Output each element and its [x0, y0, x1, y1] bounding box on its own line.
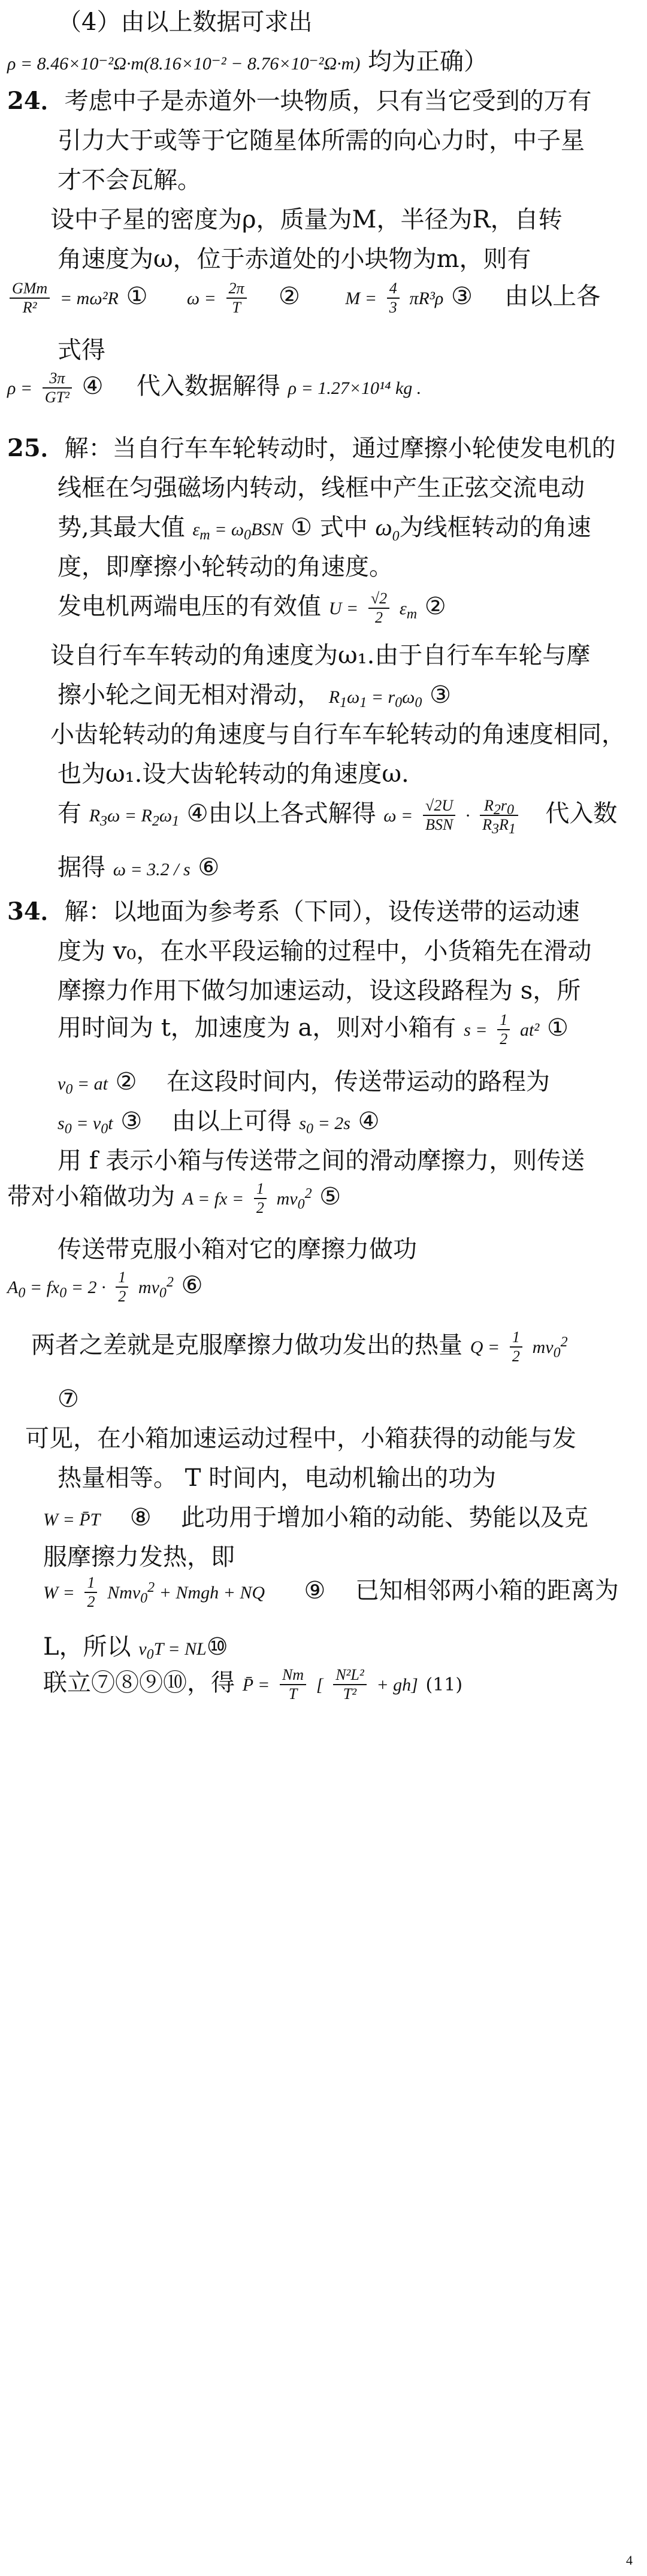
q34-text-11a: 两者之差就是克服摩擦力做功发出的热量: [31, 1331, 462, 1359]
q25-line-4: 度，即摩擦小轮转动的角速度。: [58, 553, 393, 581]
q25-text-10b: 由以上各式解得: [208, 800, 376, 827]
heat-eq: Q =: [470, 1337, 500, 1357]
q34-line-17: [43, 1571, 647, 1624]
q25-tag-6: ⑥: [198, 854, 220, 881]
q24-result-row: [7, 366, 647, 420]
rms-emf: $\varepsilon_m$: [399, 599, 418, 622]
p4-formula-line: [7, 42, 647, 84]
rms-fraction: $\frac{√2}{2}$: [368, 590, 389, 627]
q25-text-3b: 式中: [319, 514, 368, 541]
spacing-eq: $v_0T$ = NL: [138, 1639, 207, 1662]
q34-tag-4: ④: [358, 1108, 380, 1135]
p4-formula: ρ = 8.46×10⁻²Ω·m(8.16×10⁻² − 8.76×10⁻²Ω·m): [7, 54, 361, 74]
q34-tag-11: (11): [425, 1674, 463, 1695]
eq-tag-3: ③: [451, 283, 473, 310]
q34-tag-1: ①: [547, 1014, 569, 1042]
q34-text-8a: 带对小箱做功为: [7, 1183, 175, 1210]
q34-line-8: [7, 1177, 647, 1230]
q34-line-9: 传送带克服小箱对它的摩擦力做功: [58, 1236, 417, 1263]
q34-line-19: [43, 1663, 647, 1718]
heat-term: $mv_0^2$: [532, 1334, 568, 1361]
rho-eq: ρ =: [7, 378, 33, 398]
rms-voltage: U =: [328, 599, 359, 618]
power-bracket-close: + gh]: [376, 1675, 418, 1695]
p4-tail: 均为正确）: [368, 48, 488, 75]
power-eq: W = P̄T: [43, 1510, 101, 1530]
mass-fraction: $\frac{4}{3}$: [387, 280, 400, 317]
velocity-eq: $v_0$ = at: [58, 1074, 108, 1097]
q34-tag-3: ③: [120, 1108, 143, 1135]
q34-line-6: [58, 1102, 647, 1143]
eq-tag-4: ④: [81, 372, 104, 400]
eq-tag-2: ②: [279, 283, 300, 310]
q34-line-7: 用 f 表示小箱与传送带之间的滑动摩擦力，则传送: [58, 1147, 585, 1175]
power-inner-fraction: $\frac{\text{N²L²}}{\text{T²}}$: [333, 1666, 366, 1703]
centripetal-term: = mω²R: [59, 289, 119, 308]
belt-work-eq: $A_0 = fx_0 = 2$ ·: [7, 1278, 106, 1301]
q25-text-10a: 有: [58, 800, 81, 827]
q25-line-6: 设自行车车转动的角速度为ω₁.由于自行车车轮与摩: [50, 642, 591, 669]
q24-line-7: 式得: [58, 336, 105, 364]
power-result-eq: P̄ =: [242, 1675, 270, 1695]
q24-text-1: 考虑中子是赤道外一块物质，只有当它受到的万有: [64, 87, 592, 115]
q34-line-15: [43, 1498, 647, 1540]
q34-number: 34．: [7, 897, 65, 926]
q25-result: ω = 3.2 / s: [113, 860, 191, 879]
q34-text-19a: 联立⑦⑧⑨⑩，得: [43, 1669, 235, 1697]
q25-line-10: [58, 794, 647, 849]
q34-line-3: 摩擦力作用下做匀加速运动，设这段路程为 s，所: [58, 977, 581, 1005]
omega-frac-1: $\frac{√2U}{\text{BSN}}$: [423, 797, 455, 834]
p4-title: （4）由以上数据可求出: [58, 8, 313, 36]
q25-tag-2: ②: [424, 593, 446, 620]
q25-line-5: [58, 587, 647, 637]
q25-text-3c: 为线框转动的角速: [399, 514, 591, 541]
half-fraction-4: $\frac{1}{2}$: [510, 1328, 522, 1366]
q25-text-1: 解：当自行车车轮转动时，通过摩擦小轮使发电机的: [64, 435, 616, 462]
q25-number: 25．: [7, 434, 65, 462]
q34-text-1: 解：以地面为参考系（下同），设传送带的运动速: [64, 898, 580, 926]
q24-line-5: 角速度为ω，位于赤道处的小块物为m，则有: [58, 245, 531, 273]
q25-line-3: [58, 508, 647, 550]
q25-text-11a: 据得: [58, 854, 105, 881]
q34-text-6a: 由以上可得: [171, 1108, 292, 1135]
q34-tag-10: ⑩: [206, 1633, 228, 1661]
q25-text-3a: 势,其最大值: [58, 514, 185, 541]
distance-eq: s =: [464, 1020, 488, 1040]
rho-fraction: $\frac{3\pi}{\text{GT²}}$: [43, 369, 72, 406]
q34-text-17b: 已知相邻两小箱的距离为: [355, 1577, 619, 1604]
q25-text-7: 擦小轮之间无相对滑动，: [58, 681, 321, 709]
q24-line-1: [7, 81, 647, 121]
mass-eq: M =: [345, 289, 377, 308]
q25-text-5: 发电机两端电压的有效值: [58, 593, 321, 620]
q25-line-11: [58, 848, 647, 890]
work-eq: A = fx =: [182, 1189, 244, 1209]
q34-line-4: [58, 1008, 647, 1062]
q25-tag-3: ③: [430, 681, 451, 709]
q24-equations-row: [7, 277, 647, 330]
q34-tag-9: ⑨: [304, 1577, 326, 1604]
half-fraction-3: $\frac{1}{2}$: [116, 1269, 128, 1306]
q34-line-11: [31, 1325, 647, 1378]
q34-text-18a: L，所以: [43, 1633, 131, 1661]
q25-line-8: 小齿轮转动的角速度与自行车车轮转动的角速度相同，: [50, 721, 625, 748]
emf-max: $\varepsilon_m = \omega_0BSN$: [192, 520, 283, 543]
q34-line-16: 服摩擦力发热，即: [43, 1543, 235, 1571]
work-term: $mv_0^2$: [276, 1186, 312, 1212]
q34-tag-2: ②: [115, 1068, 137, 1096]
q34-line-14: 热量相等。 T 时间内，电动机输出的功为: [58, 1464, 497, 1492]
q34-line-2: 度为 v₀，在水平段运输的过程中，小货箱先在滑动: [58, 937, 592, 965]
energy-terms: Nmv$_0^2$ + Nmgh + NQ: [107, 1580, 265, 1606]
omega-dot: ·: [465, 806, 470, 826]
belt-distance-eq: $s_0 = v_0t$: [58, 1113, 113, 1137]
belt-work-term: $mv_0^2$: [138, 1275, 174, 1301]
q34-line-5: [58, 1062, 647, 1104]
q34-line-13: 可见，在小箱加速运动过程中，小箱获得的动能与发: [25, 1425, 576, 1452]
q24-line-4: 设中子星的密度为ρ，质量为M，半径为R，自转: [50, 206, 563, 233]
q25-tag-4: ④: [186, 800, 208, 827]
distance-term: at²: [519, 1020, 540, 1040]
energy-eq: W =: [43, 1583, 75, 1603]
omega0-symbol: $\omega_0$: [375, 514, 400, 544]
q34-text-15: 此功用于增加小箱的动能、势能以及克: [180, 1504, 588, 1531]
q34-line-10: [7, 1266, 647, 1318]
q25-line-2: 线框在匀强磁场内转动，线框中产生正弦交流电动: [58, 474, 585, 502]
q24-result: ρ = 1.27×10¹⁴ kg .: [288, 378, 422, 398]
no-slip-eq: $R_1\omega_1 = r_0\omega_0$: [328, 687, 422, 711]
distance-relation: $s_0 = 2s$: [299, 1113, 350, 1137]
q24-sub-text: 代入数据解得: [136, 372, 280, 400]
q34-tag-8: ⑧: [129, 1504, 152, 1531]
q24-combine: 由以上各: [504, 283, 601, 310]
power-fraction: $\frac{Nm}{T}$: [280, 1666, 306, 1703]
page-number: 4: [626, 2553, 633, 2568]
mass-term: πR³ρ: [409, 289, 444, 308]
gear-eq: $R_3\omega = R_2\omega_1$: [89, 806, 179, 829]
q34-line-1: [7, 892, 647, 932]
eq-tag-1: ①: [126, 283, 148, 310]
q34-tag-6: ⑥: [181, 1272, 203, 1299]
q34-text-5a: 在这段时间内，传送带运动的路程为: [166, 1068, 550, 1096]
q34-text-4a: 用时间为 t，加速度为 a，则对小箱有: [58, 1014, 456, 1042]
q34-line-12: ⑦: [58, 1385, 79, 1413]
q34-tag-5: ⑤: [319, 1183, 341, 1210]
half-fraction-1: $\frac{1}{2}$: [497, 1011, 510, 1048]
omega-result-eq: ω =: [383, 806, 413, 826]
omega-frac-2: $\frac{R_2r_0}{R_3R_1}$: [480, 797, 518, 834]
power-bracket-open: [: [316, 1675, 324, 1695]
q25-line-7: [58, 675, 647, 717]
q24-line-2: 引力大于或等于它随星体所需的向心力时，中子星: [58, 127, 585, 154]
q25-line-9: 也为ω₁.设大齿轮转动的角速度ω.: [58, 760, 409, 788]
omega-eq: ω =: [186, 289, 216, 308]
half-fraction-5: $\frac{1}{2}$: [84, 1574, 97, 1611]
half-fraction-2: $\frac{1}{2}$: [254, 1180, 267, 1217]
q24-line-3: 才不会瓦解。: [58, 166, 201, 194]
q24-number: 24．: [7, 87, 65, 115]
q25-text-10c: 代入数: [545, 800, 618, 827]
omega-fraction: $\frac{2\pi}{T}$: [226, 280, 247, 317]
q25-tag-1: ①: [291, 514, 312, 541]
gravity-fraction: $\frac{\text{GMm}}{\text{R²}}$: [10, 280, 50, 317]
q25-line-1: [7, 429, 647, 468]
